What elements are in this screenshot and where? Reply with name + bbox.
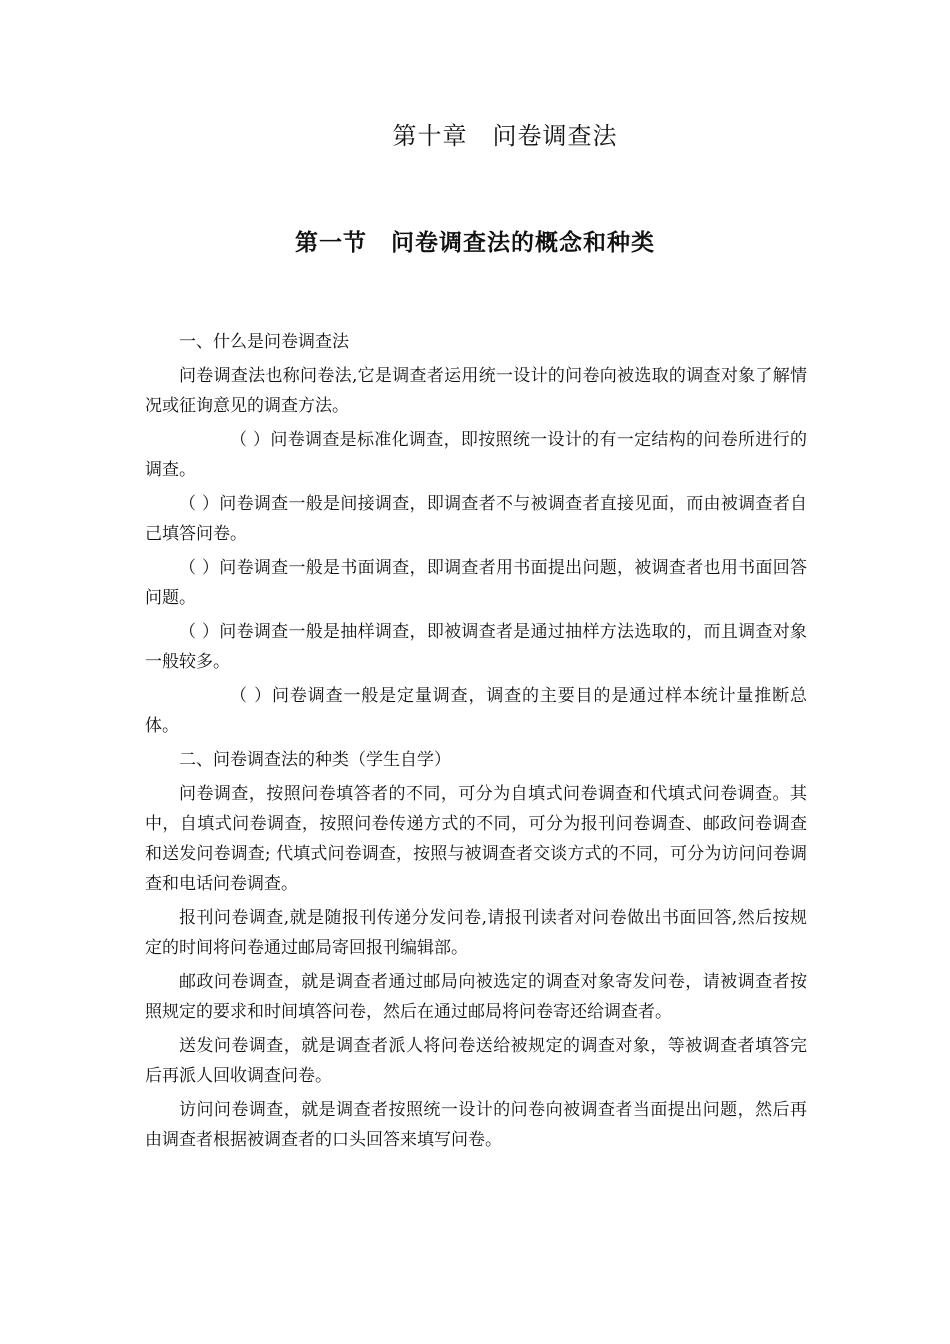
paragraph-delivery-survey: 送发问卷调查，就是调查者派人将问卷送给被规定的调查对象，等被调查者填答完后再派人回收调查问卷。 — [145, 1036, 807, 1086]
subheading-types: 二、问卷调查法的种类（学生自学） — [179, 750, 451, 770]
paragraph-types-overview: 问卷调查，按照问卷填答者的不同，可分为自填式问卷调查和代填式问卷调查。其中，自填式问卷调查，按照问卷传递方式的不同，可分为报刊问卷调查、邮政问卷调查和送发问卷调查; 代填式问卷调查，按照与被调查者交谈方式的不同，可分为访问问卷调查和电话问卷调查。 — [145, 784, 807, 894]
paragraph-indirect: （ ）问卷调查一般是间接调查，即调查者不与被调查者直接见面，而由被调查者自己填答问卷。 — [145, 494, 807, 544]
section-title: 第一节 问卷调查法的概念和种类 — [295, 230, 655, 256]
paragraph-postal-survey: 邮政问卷调查，就是调查者通过邮局向被选定的调查对象寄发问卷，请被调查者按照规定的要求和时间填答问卷，然后在通过邮局将问卷寄还给调查者。 — [145, 972, 807, 1022]
paragraph-definition: 问卷调查法也称问卷法,它是调查者运用统一设计的问卷向被选取的调查对象了解情况或征询意见的调查方法。 — [145, 366, 807, 416]
subheading-what-is: 一、什么是问卷调查法 — [179, 332, 349, 352]
paragraph-standardized: （ ）问卷调查是标准化调查，即按照统一设计的有一定结构的问卷所进行的调查。 — [145, 430, 807, 480]
body-text — [145, 327, 807, 1159]
paragraph-quantitative: （ ）问卷调查一般是定量调查，调查的主要目的是通过样本统计量推断总体。 — [145, 686, 807, 736]
paragraph-written: （ ）问卷调查一般是书面调查，即调查者用书面提出问题，被调查者也用书面回答问题。 — [145, 558, 807, 608]
paragraph-interview-survey: 访问问卷调查，就是调查者按照统一设计的问卷向被调查者当面提出问题，然后再由调查者根据被调查者的口头回答来填写问卷。 — [145, 1100, 807, 1150]
paragraph-sampling: （ ）问卷调查一般是抽样调查，即被调查者是通过抽样方法选取的，而且调查对象一般较多。 — [145, 622, 807, 672]
paragraph-newspaper-survey: 报刊问卷调查,就是随报刊传递分发问卷,请报刊读者对问卷做出书面回答,然后按规定的时间将问卷通过邮局寄回报刊编辑部。 — [145, 908, 807, 958]
chapter-title: 第十章 问卷调查法 — [392, 122, 618, 150]
